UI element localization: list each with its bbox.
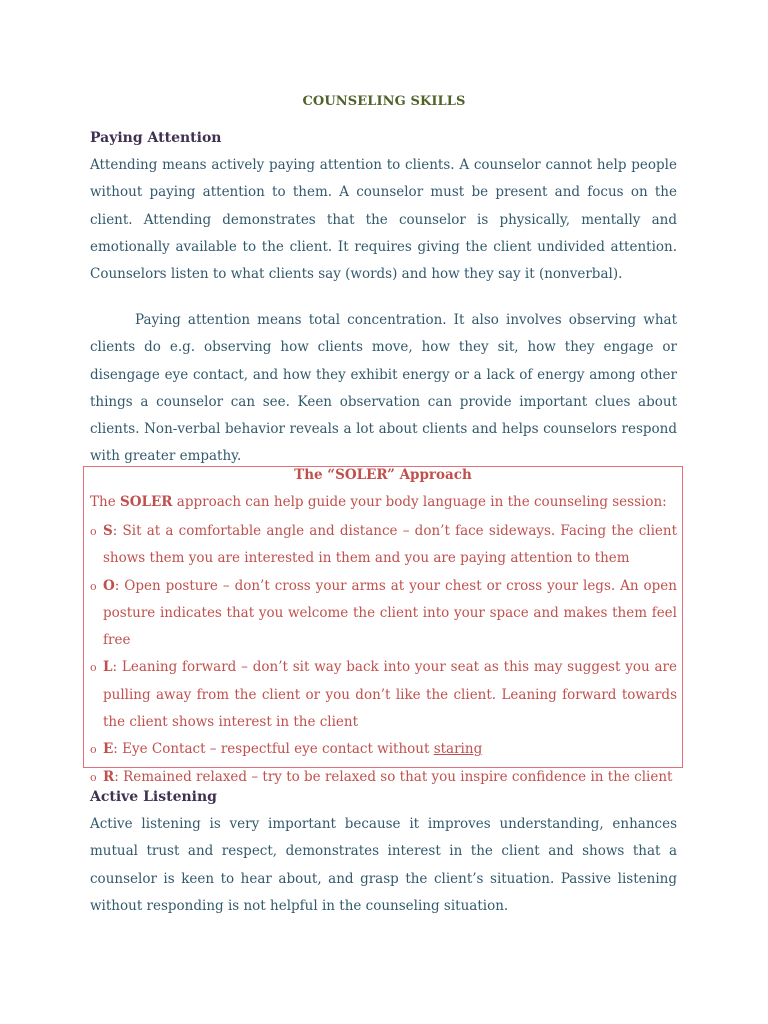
- paragraph-total-concentration: [90, 307, 677, 471]
- soler-title: The “SOLER” Approach: [294, 467, 472, 483]
- soler-letter: E: [103, 741, 114, 758]
- soler-intro: [90, 494, 667, 510]
- bullet-icon: o: [90, 661, 97, 675]
- paragraph-active-listening: Active listening is very important because it improves understanding, enhances mutual trust and respect, demonstrates interest in the client and shows that a counselor is keen to hear about, and grasp the client’s situation. Passive listening without responding is not helpful in the counseling situation.: [90, 816, 677, 914]
- soler-intro-bold: SOLER: [119, 494, 173, 510]
- soler-item-text: : Sit at a comfortable angle and distance – don’t face sideways. Facing the client shows them you are interested in them and you are paying attention to them: [103, 523, 677, 567]
- soler-letter: L: [103, 659, 113, 676]
- soler-item-r: [90, 764, 677, 791]
- soler-item-e: [90, 736, 677, 763]
- bullet-icon: o: [90, 743, 97, 757]
- soler-item-text: : Remained relaxed – try to be relaxed so that you inspire confidence in the client: [114, 768, 673, 785]
- soler-item-o: [90, 573, 677, 655]
- bullet-icon: o: [90, 579, 97, 593]
- underlined-word: staring: [433, 741, 483, 758]
- paragraph-attending: Attending means actively paying attention to clients. A counselor cannot help people without paying attention to them. A counselor must be present and focus on the client. Attending demonstrates that the counselor is physically, mentally and emotionally available to the client. It requires giving the client undivided attention. Counselors listen to what clients say (words) and how they say it (nonverbal).: [90, 157, 677, 283]
- soler-letter: O: [103, 577, 115, 594]
- soler-item-l: [90, 654, 677, 736]
- soler-letter: R: [103, 768, 115, 785]
- bullet-icon: o: [90, 525, 97, 538]
- soler-intro-prefix: The: [90, 494, 120, 510]
- soler-item-text: : Eye Contact – respectful eye contact without: [113, 741, 434, 758]
- soler-item-text: : Leaning forward – don’t sit way back into your seat as this may suggest you are pulling away from the client or you don’t like the client. Leaning forward towards the client shows interest in the client: [103, 659, 677, 731]
- soler-list: [90, 518, 677, 791]
- heading-active-listening: Active Listening: [90, 789, 217, 805]
- heading-paying-attention: Paying Attention: [90, 130, 222, 146]
- document-title: COUNSELING SKILLS: [302, 94, 466, 109]
- paragraph-total-concentration-text: Paying attention means total concentration. It also involves observing what clients do e.g. observing how clients move, how they sit, how they engage or disengage eye contact, and how they exhibit energy or a lack of energy among other things a counselor can see. Keen observation can provide important clues about clients. Non-verbal behavior reveals a lot about clients and helps counselors respond with greater empathy.: [90, 312, 677, 465]
- soler-intro-suffix: approach can help guide your body language in the counseling session:: [172, 494, 667, 510]
- soler-item-text: : Open posture – don’t cross your arms at your chest or cross your legs. An open posture indicates that you welcome the client into your space and makes them feel free: [103, 577, 677, 649]
- soler-item-s: [90, 518, 677, 573]
- bullet-icon: o: [90, 770, 97, 784]
- soler-letter: S: [103, 523, 113, 539]
